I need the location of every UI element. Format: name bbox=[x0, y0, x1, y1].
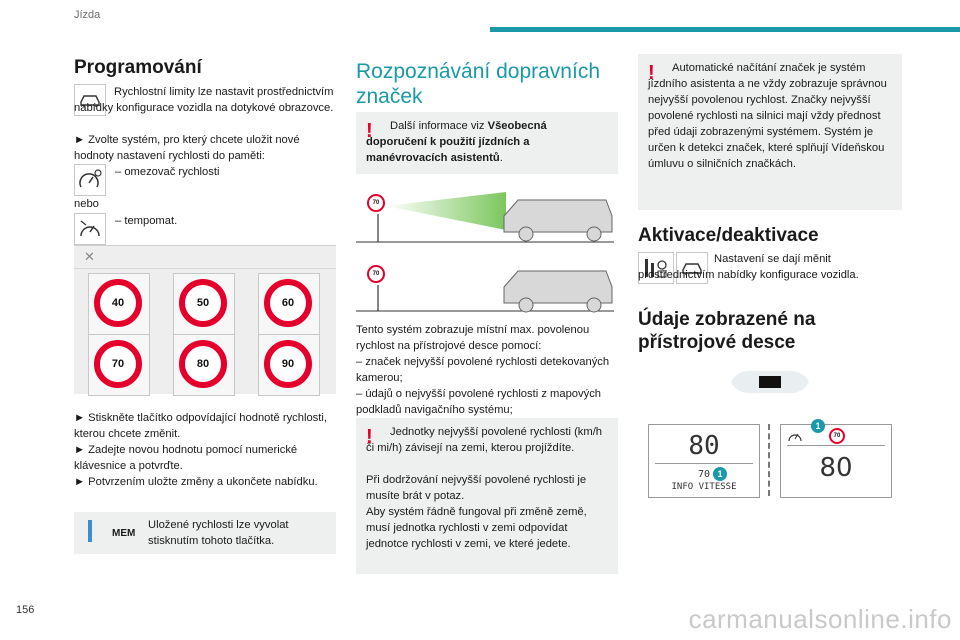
cruise-control-icon bbox=[74, 213, 106, 245]
warn1-text: Další informace viz bbox=[390, 120, 488, 132]
dash-right-speed: 80 bbox=[819, 453, 853, 483]
info-icon bbox=[88, 520, 92, 542]
warn2-text-b: Při dodržování nejvyšší povolené rychlosti je musíte brát v potaz. bbox=[366, 474, 587, 502]
system-description: Tento systém zobrazuje místní max. povolenou rychlost na přístrojové desce pomocí: bbox=[356, 324, 590, 352]
close-icon[interactable]: ✕ bbox=[84, 249, 95, 264]
speed-memory-panel bbox=[74, 245, 336, 394]
speed-sign-80[interactable]: 80 bbox=[179, 340, 227, 388]
speed-sign-70[interactable]: 70 bbox=[94, 340, 142, 388]
header-accent-bar bbox=[490, 27, 960, 32]
speed-sign-50[interactable]: 50 bbox=[179, 279, 227, 327]
speed-limiter-icon bbox=[74, 164, 106, 196]
programming-step-select: ► Zvolte systém, pro který chcete uložit nové hodnoty nastavení rychlosti do paměti: bbox=[74, 134, 300, 162]
page-number: 156 bbox=[16, 604, 35, 616]
programming-title: Programování bbox=[74, 57, 202, 78]
dash-left-speed: 80 bbox=[688, 431, 720, 461]
or-text: nebo bbox=[74, 198, 99, 210]
dashboard-display-right bbox=[780, 421, 892, 498]
road-sign-top: 70 bbox=[367, 194, 385, 212]
speed-sign-90[interactable]: 90 bbox=[264, 340, 312, 388]
mem-button-label: MEM bbox=[112, 528, 136, 539]
info-note-text: Uložené rychlosti lze vyvolat stisknutím tohoto tlačítka. bbox=[148, 519, 289, 547]
programming-step-press: ► Stiskněte tlačítko odpovídající hodnotě rychlosti, kterou chcete změnit. bbox=[74, 412, 327, 440]
section-label: Jízda bbox=[74, 9, 101, 21]
source-camera: – značek nejvyšší povolené rychlosti detekovaných kamerou; bbox=[356, 356, 610, 384]
warn2-text: Jednotky nejvyšší povolené rychlosti (km/h či mi/h) závisejí na zemi, kterou projíždíte. bbox=[366, 426, 603, 454]
instrument-panel-icon bbox=[727, 367, 813, 397]
programming-intro: Rychlostní limity lze nastavit prostřednictvím nabídky konfigurace vozidla na dotykové obrazovce. bbox=[74, 86, 334, 114]
map-data-illustration bbox=[356, 257, 614, 319]
warn2-text-c: Aby systém řádně fungoval při změně země, musí jednotka rychlosti v zemi odpovídat jednotce rychlosti v zemi, ve které jedete. bbox=[366, 506, 587, 550]
programming-step-save: ► Potvrzením uložte změny a ukončete nabídku. bbox=[74, 476, 318, 488]
option-speed-limiter: – omezovač rychlosti bbox=[115, 166, 220, 178]
dashboard-display-left bbox=[648, 424, 760, 498]
dash-left-caption: INFO VITESSE bbox=[671, 482, 737, 492]
road-sign-bottom: 70 bbox=[367, 265, 385, 283]
warning-icon: ! bbox=[366, 120, 373, 142]
callout-badge: 1 bbox=[713, 467, 727, 481]
speed-sign-40[interactable]: 40 bbox=[94, 279, 142, 327]
separator bbox=[768, 424, 772, 496]
camera-detection-illustration bbox=[356, 186, 614, 248]
sign-recognition-title: Rozpoznávání dopravních značek bbox=[356, 60, 600, 108]
activation-title: Aktivace/deaktivace bbox=[638, 225, 819, 246]
dash-left-limit: 70 bbox=[697, 469, 711, 480]
dash-right-sign: 70 bbox=[829, 428, 845, 444]
display-title: Údaje zobrazené na přístrojové desce bbox=[638, 309, 816, 353]
option-cruise-control: – tempomat. bbox=[115, 215, 178, 227]
warn1-link: Všeobecná doporučení k použití jízdních a manévrovacích asistentů bbox=[366, 120, 547, 164]
warning-note-2 bbox=[356, 418, 618, 574]
source-navigation: – údajů o nejvyšší povolené rychlosti z mapových podkladů navigačního systému; bbox=[356, 388, 602, 416]
speed-sign-60[interactable]: 60 bbox=[264, 279, 312, 327]
activation-text: Nastavení se dají měnit prostřednictvím nabídky konfigurace vozidla. bbox=[638, 253, 859, 281]
warn3-text: Automatické načítání značek je systém jízdního asistenta a ne vždy zobrazuje správnou nejvyšší povolenou rychlost. Značky nejvyšší povolené rychlosti na silnici mají vždy přednost před údaji zobrazenými systémem. Systém je určen k detekci značek, které splňují Vídeňskou úmluvu o silničních značkách. bbox=[648, 62, 887, 170]
info-note bbox=[74, 512, 336, 554]
watermark: carmanualsonline.info bbox=[688, 604, 952, 634]
callout-badge: 1 bbox=[811, 419, 825, 433]
warning-note-3 bbox=[638, 54, 902, 210]
warning-note-1: ! Další informace viz Všeobecná doporučení k použití jízdních a manévrovacích asistentů. bbox=[356, 112, 618, 174]
warning-icon: ! bbox=[366, 426, 373, 448]
programming-step-enter: ► Zadejte novou hodnotu pomocí numerické klávesnice a potvrďte. bbox=[74, 444, 298, 472]
warning-icon: ! bbox=[648, 62, 655, 84]
